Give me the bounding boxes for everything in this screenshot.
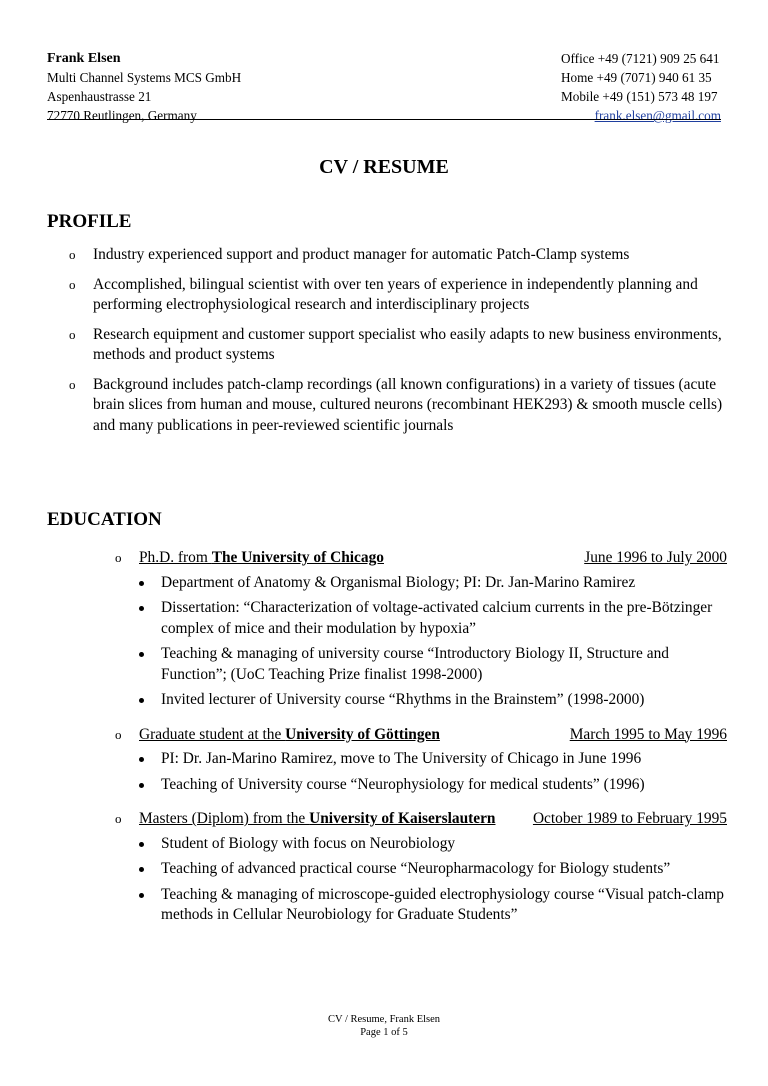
detail-text: Teaching of advanced practical course “Neuropharmacology for Biology students” (161, 860, 671, 877)
page-number: Page 1 of 5 (360, 1027, 408, 1038)
detail-item (93, 644, 727, 685)
education-entry-header (93, 548, 727, 569)
city-address: 72770 Reutlingen, Germany (47, 108, 197, 123)
detail-list (93, 573, 727, 711)
address-block (47, 49, 241, 125)
profile-list (47, 245, 727, 445)
street-address: Aspenhaustrasse 21 (47, 89, 152, 104)
detail-text: Invited lecturer of University course “Rhythms in the Brainstem” (1998-2000) (161, 691, 645, 708)
list-item (47, 325, 727, 366)
education-entry (47, 809, 727, 926)
phone-block (561, 49, 721, 125)
profile-text: Background includes patch-clamp recordings (all known configurations) in a variety of tissues (acute brain slices from human and mouse, cultured neurons (recombinant HEK293) & smooth muscle cells) and many publications in peer-reviewed scientific journals (93, 375, 723, 434)
detail-item (93, 690, 727, 711)
profile-text: Industry experienced support and product manager for automatic Patch-Clamp systems (93, 246, 630, 263)
detail-text: PI: Dr. Jan-Marino Ramirez, move to The University of Chicago in June 1996 (161, 750, 642, 767)
footer-title: CV / Resume, Frank Elsen (327, 1014, 441, 1025)
circle-bullet-icon: o (69, 326, 76, 342)
education-entry (47, 725, 727, 796)
education-entry-header (93, 725, 727, 746)
date-range: June 1996 to July 2000 (584, 549, 727, 566)
education-list (47, 548, 727, 935)
detail-list (93, 749, 727, 795)
education-entry-header (93, 809, 727, 830)
header-divider (47, 119, 721, 120)
page-footer (0, 1013, 768, 1039)
detail-item (93, 885, 727, 926)
profile-text: Research equipment and customer support specialist who easily adapts to new business environments, methods and product systems (93, 325, 722, 363)
circle-bullet-icon: o (69, 376, 76, 392)
degree-line (139, 726, 440, 743)
bullet-icon (139, 652, 144, 657)
institution-name: University of Göttingen (285, 725, 440, 743)
document-title: CV / RESUME (319, 156, 449, 178)
mobile-phone: Mobile +49 (151) 573 48 197 (561, 89, 718, 104)
detail-text: Department of Anatomy & Organismal Biology; PI: Dr. Jan-Marino Ramirez (161, 573, 636, 591)
circle-bullet-icon: o (115, 811, 122, 826)
list-item (47, 245, 727, 266)
circle-bullet-icon: o (69, 276, 76, 292)
education-heading: EDUCATION (47, 509, 162, 530)
detail-text: Teaching & managing of microscope-guided electrophysiology course “Visual patch-clamp methods in Cellular Neurobiology for Graduate Students” (161, 885, 724, 923)
home-phone: Home +49 (7071) 940 61 35 (561, 70, 712, 85)
detail-item (93, 573, 727, 594)
list-item (47, 375, 727, 437)
list-item (47, 275, 727, 316)
detail-item (93, 775, 727, 796)
company-name: Multi Channel Systems MCS GmbH (47, 70, 242, 85)
office-phone: Office +49 (7121) 909 25 641 (561, 51, 720, 66)
date-range: October 1989 to February 1995 (532, 810, 727, 827)
circle-bullet-icon: o (115, 550, 122, 565)
detail-item (93, 859, 727, 880)
degree-line (139, 549, 384, 566)
detail-text: Dissertation: “Characterization of voltage-activated calcium currents in the pre-Bötzinger complex of mice and their modulation by hypoxia” (161, 599, 713, 637)
date-range: March 1995 to May 1996 (569, 725, 727, 743)
detail-item (93, 749, 727, 770)
bullet-icon (139, 893, 144, 898)
detail-list (93, 834, 727, 926)
profile-heading: PROFILE (47, 211, 132, 232)
degree-line (139, 810, 496, 827)
bullet-icon (139, 842, 144, 847)
profile-text: Accomplished, bilingual scientist with over ten years of experience in independently planning and performing electrophysiological research and interdisciplinary projects (93, 275, 698, 313)
degree-prefix: Ph.D. from (139, 549, 212, 566)
bullet-icon (139, 581, 144, 586)
person-name: Frank Elsen (47, 51, 121, 66)
detail-item (93, 598, 727, 639)
detail-item (93, 834, 727, 855)
email-link[interactable]: frank.elsen@gmail.com (594, 108, 721, 123)
degree-prefix: Graduate student at the (139, 725, 286, 743)
institution-name: The University of Chicago (211, 549, 384, 566)
detail-text: Student of Biology with focus on Neurobiology (161, 834, 456, 852)
bullet-icon (139, 783, 144, 788)
circle-bullet-icon: o (115, 726, 122, 742)
bullet-icon (139, 698, 144, 703)
circle-bullet-icon: o (69, 247, 76, 262)
bullet-icon (139, 606, 144, 611)
bullet-icon (139, 757, 144, 762)
institution-name: University of Kaiserslautern (309, 810, 496, 827)
education-entry (47, 548, 727, 711)
bullet-icon (139, 867, 144, 872)
degree-prefix: Masters (Diplom) from the (139, 810, 310, 827)
detail-text: Teaching of University course “Neurophysiology for medical students” (1996) (161, 775, 645, 793)
detail-text: Teaching & managing of university course “Introductory Biology II, Structure and Function”; (UoC Teaching Prize finalist 1998-2000) (161, 645, 669, 683)
